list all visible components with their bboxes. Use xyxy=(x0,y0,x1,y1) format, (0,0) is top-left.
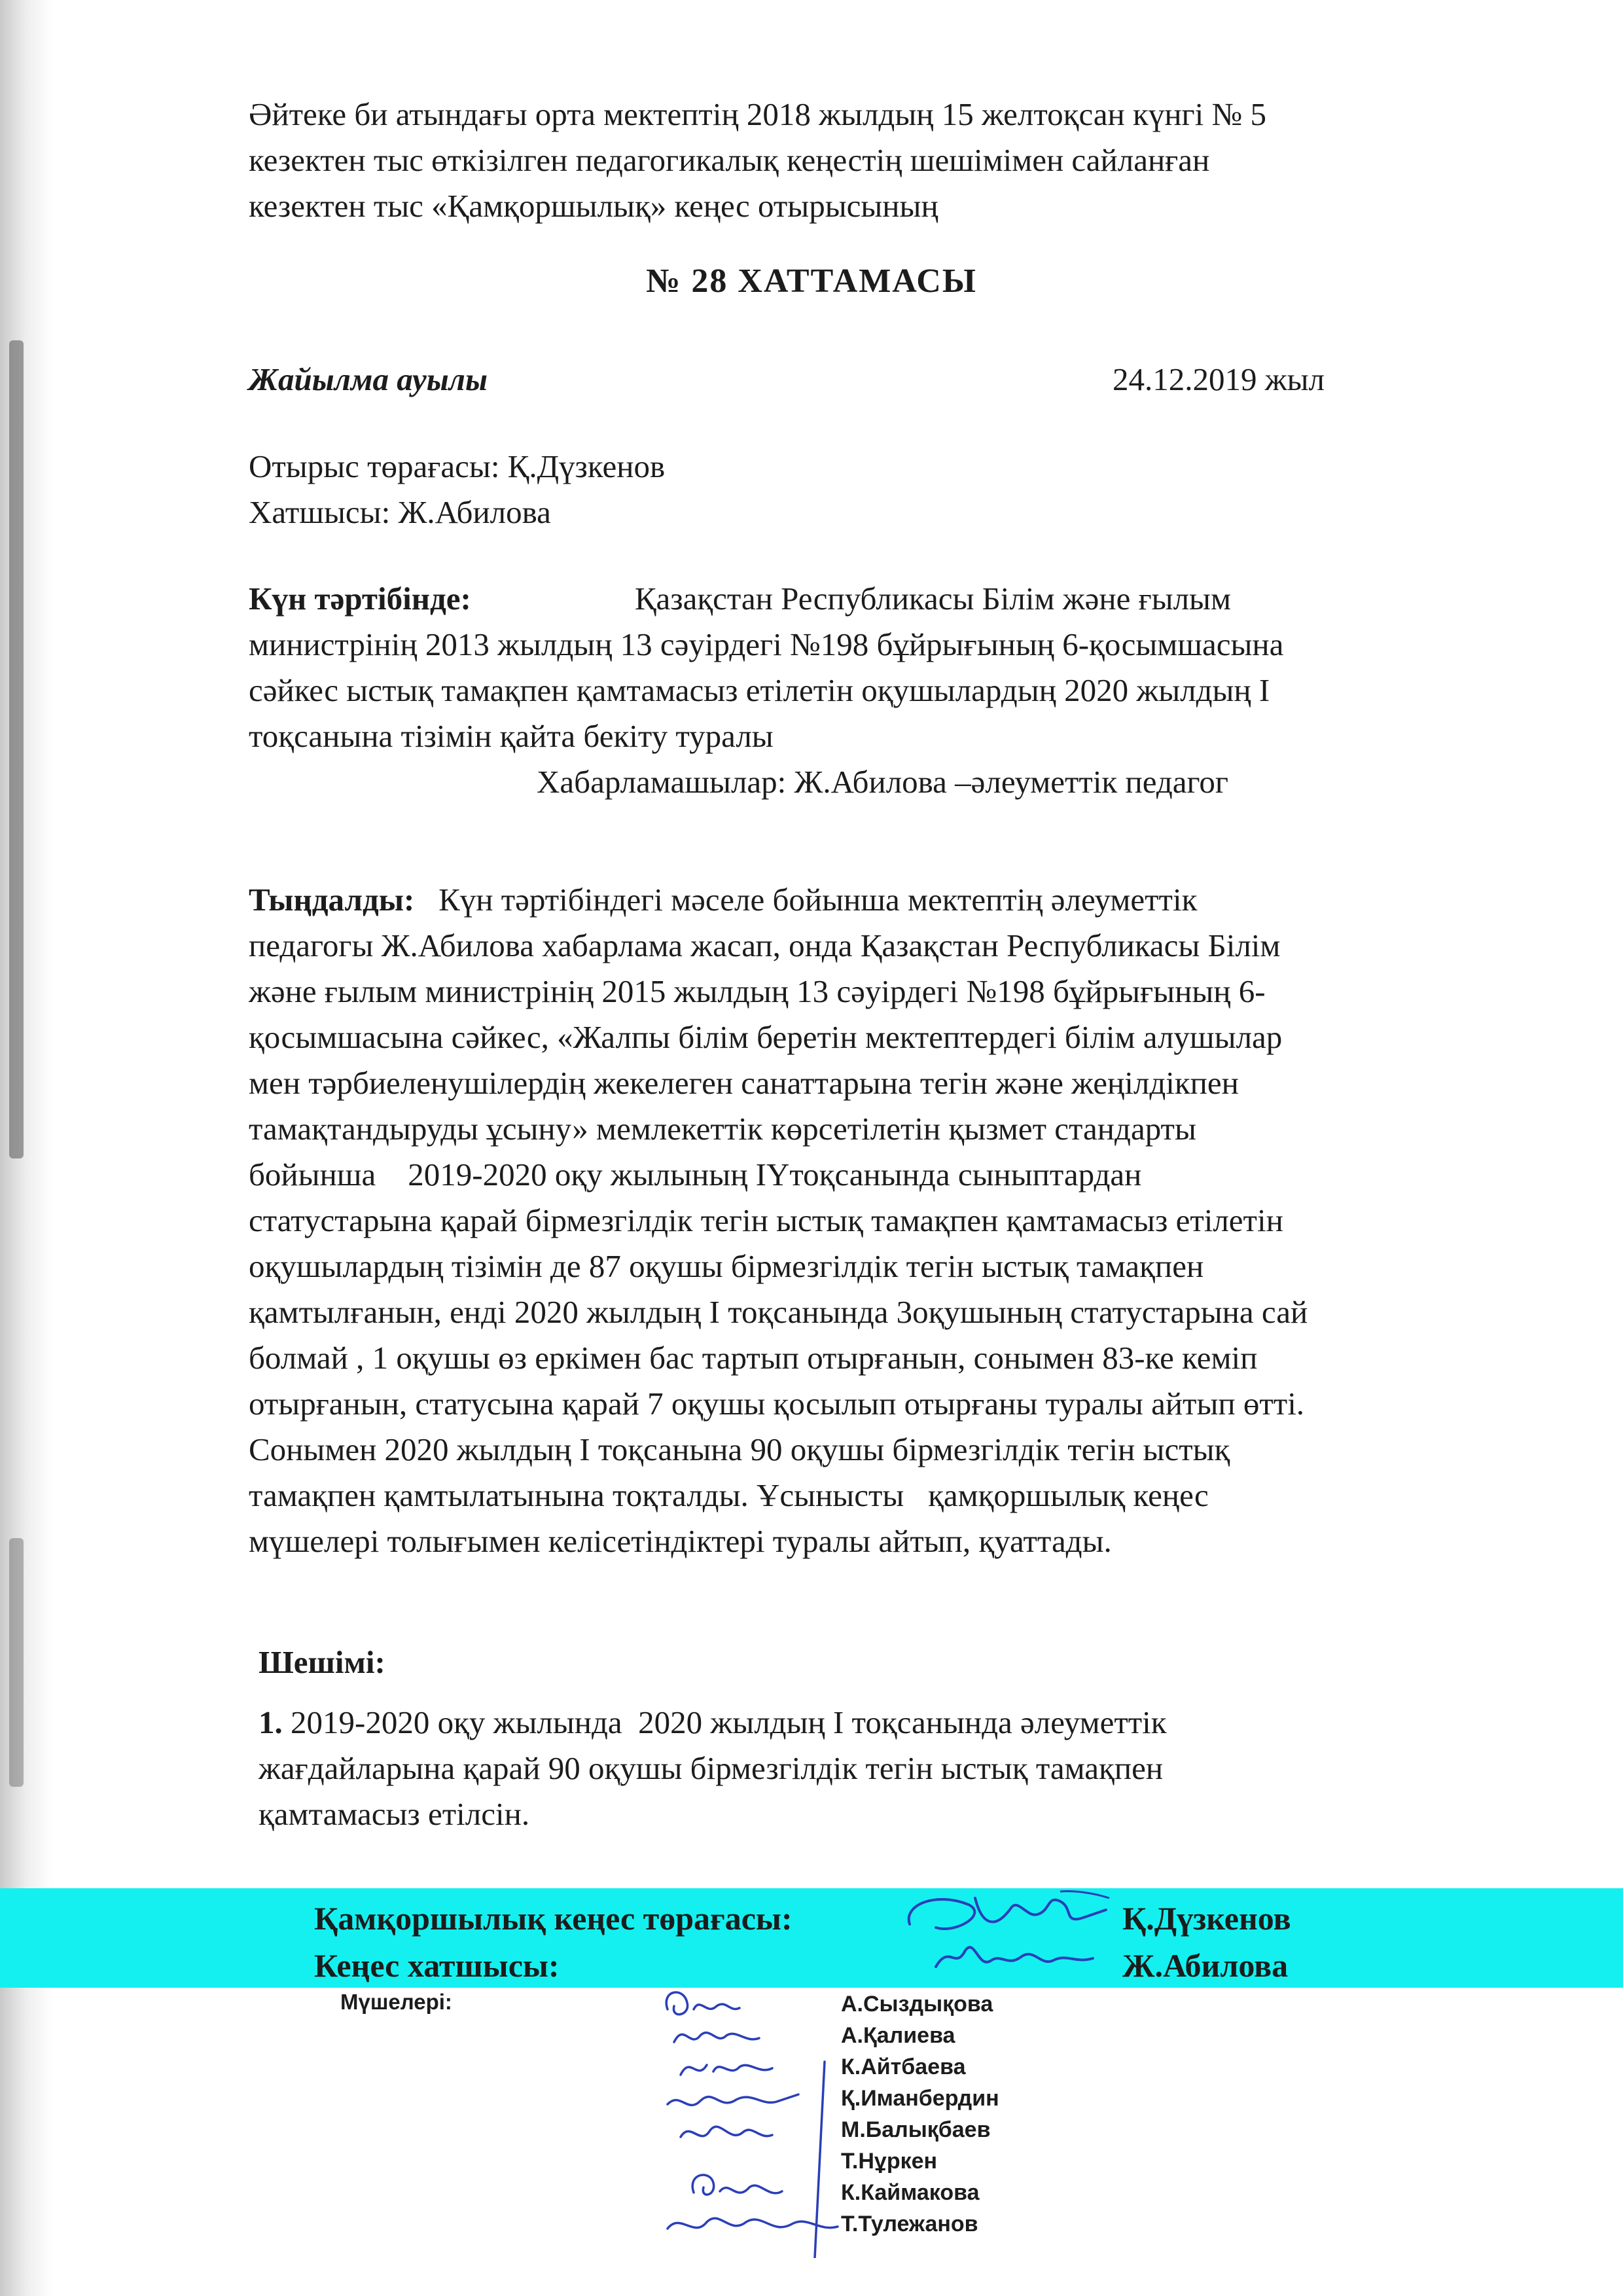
member-name: А.Қалиева xyxy=(841,2023,955,2048)
secretary-line: Хатшысы: Ж.Абилова xyxy=(249,494,551,530)
agenda-speakers: Хабарламашылар: Ж.Абилова –әлеуметтік педагог xyxy=(537,764,1228,800)
members-label: Мүшелері: xyxy=(340,1990,452,2014)
decision-line: қамтамасыз етілсін. xyxy=(259,1796,530,1832)
heard-line: және ғылым министрінің 2015 жылдың 13 сәуірдегі №198 бұйрығының 6- xyxy=(249,973,1266,1009)
heard-line: оқушылардың тізімін де 87 оқушы бірмезгілдік тегін ыстық тамақпен xyxy=(249,1248,1204,1284)
heard-line: педагогы Ж.Абилова хабарлама жасап, онда Қазақстан Республикасы Білім xyxy=(249,927,1281,963)
member-signatures xyxy=(654,1983,864,2258)
heard-line: тамақтандыруды ұсыну» мемлекеттік көрсетілетін қызмет стандарты xyxy=(249,1111,1196,1147)
heard-line: тамақпен қамтылатынына тоқталды. Ұсынысты қамқоршылық кеңес xyxy=(249,1477,1209,1513)
member-name: К.Каймакова xyxy=(841,2180,980,2205)
heard-line: мен тәрбиеленушілердің жекелеген санаттарына тегін және жеңілдікпен xyxy=(249,1065,1239,1101)
member-name: Т.Тулежанов xyxy=(841,2212,978,2236)
scan-streak xyxy=(9,340,24,1158)
agenda-section xyxy=(249,576,1472,805)
chair-name: Қ.Дүзкенов xyxy=(1122,1900,1291,1937)
member-name: М.Балықбаев xyxy=(841,2117,991,2142)
decision-line: жағдайларына қарай 90 оқушы бірмезгілдік тегін ыстық тамақпен xyxy=(259,1750,1164,1786)
heard-line: отырғанын, статусына қарай 7 оқушы қосылып отырғаны туралы айтып өтті. xyxy=(249,1386,1305,1422)
heard-line: Сонымен 2020 жылдың І тоқсанына 90 оқушы бірмезгілдік тегін ыстық xyxy=(249,1431,1230,1467)
heard-line: қосымшасына сәйкес, «Жалпы білім беретін мектептердегі білім алушылар xyxy=(249,1019,1283,1055)
document-date: 24.12.2019 жыл xyxy=(1113,361,1325,397)
agenda-line: сәйкес ыстық тамақпен қамтамасыз етілетін оқушылардың 2020 жылдың І xyxy=(249,672,1270,708)
member-name: А.Сыздықова xyxy=(841,1992,993,2017)
scan-streak xyxy=(9,1538,24,1787)
member-name: Т.Нұркен xyxy=(841,2149,938,2174)
agenda-line: Қазақстан Республикасы Білім және ғылым xyxy=(634,581,1231,617)
decision-section xyxy=(259,1640,1482,1837)
header-line: Әйтеке би атындағы орта мектептің 2018 жылдың 15 желтоқсан күнгі № 5 xyxy=(249,96,1267,132)
secretary-title: Кеңес хатшысы: xyxy=(314,1947,560,1984)
header-line: кезектен тыс «Қамқоршылық» кеңес отырысының xyxy=(249,188,938,224)
agenda-line: тоқсанына тізімін қайта бекіту туралы xyxy=(249,718,774,754)
heard-line: бойынша 2019-2020 оқу жылының ІҮтоқсанында сыныптардан xyxy=(249,1157,1142,1193)
document-title: № 28 ХАТТАМАСЫ xyxy=(646,262,977,300)
heard-line: статустарына қарай бірмезгілдік тегін ыстық тамақпен қамтамасыз етілетін xyxy=(249,1202,1283,1238)
chair-line: Отырыс төрағасы: Қ.Дүзкенов xyxy=(249,448,666,484)
heard-line: қамтылғанын, енді 2020 жылдың І тоқсанында 3оқушының статустарына сай xyxy=(249,1294,1308,1330)
chair-title: Қамқоршылық кеңес төрағасы: xyxy=(314,1900,793,1937)
heard-section xyxy=(249,877,1472,1564)
decision-number: 1. xyxy=(259,1704,283,1740)
heard-line: мүшелері толығымен келісетіндіктері туралы айтып, қуаттады. xyxy=(249,1523,1112,1559)
heard-line: болмай , 1 оқушы өз еркімен бас тартып отырғанын, сонымен 83-ке кеміп xyxy=(249,1340,1258,1376)
header-line: кезектен тыс өткізілген педагогикалық кеңестің шешімімен сайланған xyxy=(249,142,1210,178)
member-name: К.Айтбаева xyxy=(841,2054,966,2079)
agenda-line: министрінің 2013 жылдың 13 сәуірдегі №198 бұйрығының 6-қосымшасына xyxy=(249,626,1284,662)
agenda-label: Күн тәртібінде: xyxy=(249,581,471,617)
place-label: Жайылма ауылы xyxy=(249,361,488,397)
heard-line: Күн тәртібіндегі мәселе бойынша мектептің әлеуметтік xyxy=(414,882,1198,918)
decision-label: Шешімі: xyxy=(259,1644,385,1680)
secretary-signature xyxy=(929,1931,1099,1983)
officers xyxy=(249,444,1472,535)
heard-label: Тыңдалды: xyxy=(249,882,415,918)
document-header xyxy=(249,92,1472,229)
decision-line: 2019-2020 оқу жылында 2020 жылдың І тоқсанында әлеуметтік xyxy=(282,1704,1167,1740)
secretary-name: Ж.Абилова xyxy=(1122,1947,1289,1984)
member-name: Қ.Иманбердин xyxy=(841,2086,999,2111)
highlight-band xyxy=(0,1888,1623,1988)
